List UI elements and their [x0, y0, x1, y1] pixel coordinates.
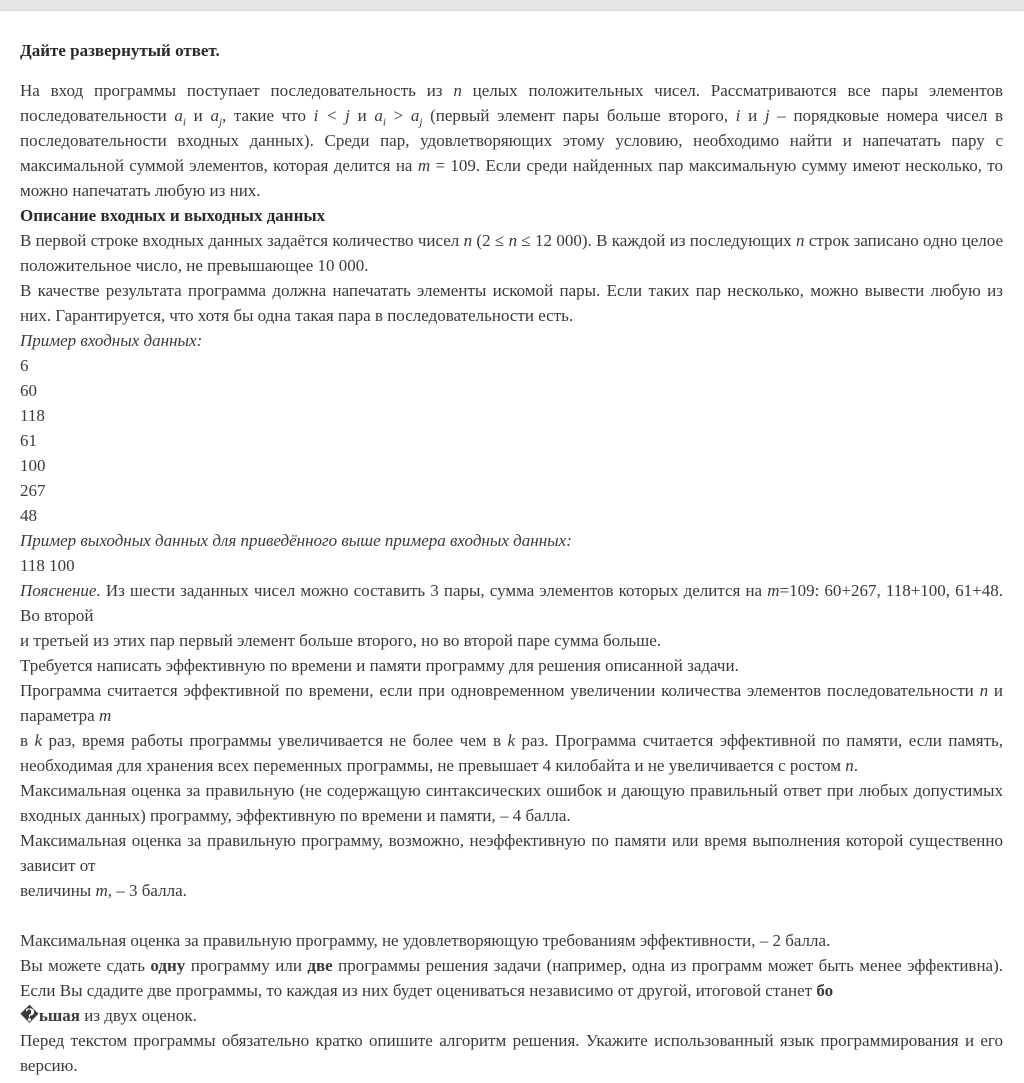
score-3-continued: величины m, – 3 балла.: [20, 881, 187, 900]
io-heading: Описание входных и выходных данных: [20, 206, 326, 225]
memory-efficiency: в k раз, время работы программы увеличивается не более чем в k раз. Программа считается эффективной по памяти, если память, необходимая для хранения всех переменных программы, не превышает 4 килобайта и не увеличивается с ростом n.: [20, 731, 1004, 775]
score-2: Максимальная оценка за правильную программу, не удовлетворяющую требованиям эффективности, – 2 балла.: [20, 931, 831, 950]
explanation: Пояснение. Из шести заданных чисел можно составить 3 пары, сумма элементов которых делится на m=109: 60+267, 118+100, 61+48. Во второй: [20, 581, 1003, 625]
example-input-line: 118: [20, 406, 45, 425]
score-3: Максимальная оценка за правильную программу, возможно, неэффективную по памяти или время выполнения которой существенно зависит от: [20, 831, 1003, 875]
score-4: Максимальная оценка за правильную (не содержащую синтаксических ошибок и дающую правильный ответ при любых допустимых входных данных) программу, эффективную по времени и памяти, – 4 балла.: [20, 781, 1003, 825]
example-input-line: 60: [20, 381, 37, 400]
example-input-line: 48: [20, 506, 37, 525]
example-input-line: 61: [20, 431, 37, 450]
task-intro: На вход программы поступает последовательность из n целых положительных чисел. Рассматриваются все пары элементов последовательности $a_i$ и $a_j$, такие что i < j и $a_i > a_j$ (первый элемент пары больше второго, i и j – порядковые номера чисел в последовательности входных данных). Среди пар, удовлетворяющих этому условию, необходимо найти и напечатать пару с максимальной суммой элементов, которая делится на m = 109. Если среди найденных пар максимальную сумму имеют несколько, то можно напечатать любую из них.: [20, 81, 1004, 200]
task-heading: Дайте развернутый ответ.: [20, 41, 220, 60]
final-instruction: Перед текстом программы обязательно кратко опишите алгоритм решения. Укажите использованный язык программирования и его версию.: [20, 1031, 1003, 1075]
example-input-label: Пример входных данных:: [20, 331, 203, 350]
example-input-line: 6: [20, 356, 29, 375]
explanation-continued: и третьей из этих пар первый элемент больше второго, но во второй паре сумма больше.: [20, 631, 662, 650]
example-output-label: Пример выходных данных для приведённого выше примера входных данных:: [20, 531, 572, 550]
task-content: [0, 11, 1024, 1078]
example-output: 118 100: [20, 556, 75, 575]
io-description-output: В качестве результата программа должна напечатать элементы искомой пары. Если таких пар несколько, можно вывести любую из них. Гарантируется, что хотя бы одна такая пара в последовательности есть.: [20, 281, 1003, 325]
top-bar: [0, 0, 1024, 11]
requirement: Требуется написать эффективную по времени и памяти программу для решения описанной задачи.: [20, 656, 739, 675]
submission-rules: Вы можете сдать одну программу или две программы решения задачи (например, одна из программ может быть менее эффективна). Если Вы сдадите две программы, то каждая из них будет оцениваться независимо от другой, итоговой станет бо �ьшая из двух оценок.: [20, 956, 1004, 1025]
example-input-line: 100: [20, 456, 46, 475]
io-description-input: В первой строке входных данных задаётся количество чисел n (2 ≤ n ≤ 12 000). В каждой из последующих n строк записано одно целое положительное число, не превышающее 10 000.: [20, 231, 1004, 275]
time-efficiency: Программа считается эффективной по времени, если при одновременном увеличении количества элементов последовательности n и параметра m: [20, 681, 1004, 725]
example-input-line: 267: [20, 481, 46, 500]
spacer: [20, 903, 1003, 928]
